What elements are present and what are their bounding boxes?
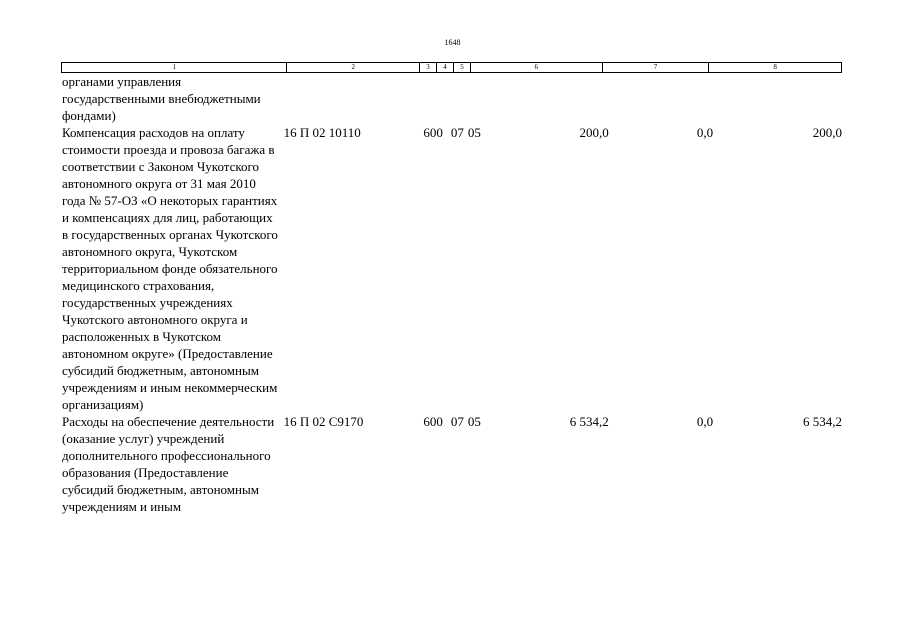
row-name: Компенсация расходов на оплату стоимости проезда и провоза багажа в соответствии с Законом Чукотского автономного округа от 31 мая 2010 года № 57-ОЗ «О некоторых гарантиях и компенсациях для лиц, работающих в государственных органах Чукотского автономного округа, Чукотском территориальном фонде обязательного медицинского страхования, государственных учреждениях Чукотского автономного округа и расположенных в Чукотском автономном округе» (Предоставление субсидий бюджетным, автономным учреждениям и иным некоммерческим организациям) <box>62 125 278 412</box>
row-pr <box>462 73 480 124</box>
row-change <box>609 73 714 124</box>
row-change: 0,0 <box>696 414 714 429</box>
row-name: органами управления государственными внебюджетными фондами) <box>62 74 261 123</box>
row-vr: 600 <box>423 125 443 140</box>
row-sum <box>480 73 609 124</box>
header-col-3: 3 <box>420 63 437 72</box>
row-change: 0,0 <box>696 125 714 140</box>
row-name: Расходы на обеспечение деятельности (оказание услуг) учреждений дополнительного профессионального образования (Предоставление субсидий бюджетным, автономным учреждениям и иным <box>62 414 275 514</box>
header-col-5: 5 <box>454 63 471 72</box>
page-number: 1648 <box>444 38 461 47</box>
row-sum: 200,0 <box>579 125 609 140</box>
table-row <box>61 73 842 124</box>
row-rz: 07 <box>450 125 464 140</box>
row-total: 200,0 <box>812 125 843 140</box>
row-pr: 05 <box>467 414 481 429</box>
row-total: 6 534,2 <box>803 414 843 429</box>
header-col-2: 2 <box>287 63 420 72</box>
row-total <box>713 73 842 124</box>
header-col-7: 7 <box>603 63 710 72</box>
row-code <box>282 73 412 124</box>
header-col-8: 8 <box>773 63 777 71</box>
row-code: 16 П 02 10110 <box>283 125 361 140</box>
row-sum: 6 534,2 <box>569 414 609 429</box>
table-row <box>61 124 842 413</box>
table-header-row <box>61 62 842 73</box>
header-col-1: 1 <box>62 63 287 72</box>
row-code: 16 П 02 С9170 <box>283 414 364 429</box>
header-col-4: 4 <box>437 63 454 72</box>
table-row <box>61 413 842 515</box>
row-vr <box>412 73 445 124</box>
header-col-6: 6 <box>471 63 603 72</box>
budget-table <box>61 62 842 515</box>
row-vr: 600 <box>423 414 443 429</box>
row-rz <box>445 73 462 124</box>
row-pr: 05 <box>467 125 481 140</box>
row-rz: 07 <box>450 414 464 429</box>
